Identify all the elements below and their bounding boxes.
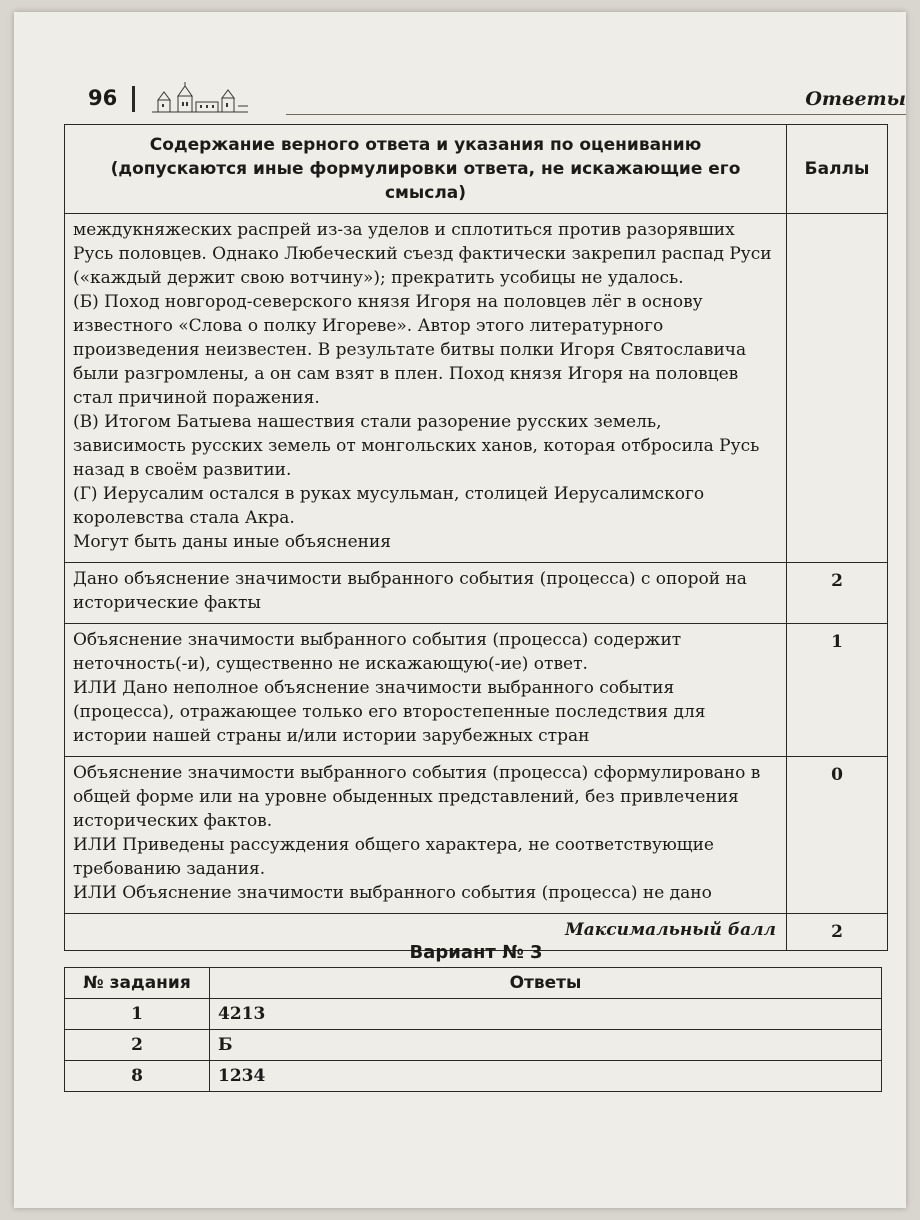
criteria-paragraph: Объяснение значимости выбранного события (процесса) сформулировано в общей форме или на уровне обыденных представлений, без привлечения исторических фактов. bbox=[73, 763, 761, 831]
variant-title: Вариант № 3 bbox=[409, 942, 543, 963]
criteria-score: 2 bbox=[787, 563, 888, 624]
answer-paragraph: междукняжеских распрей из-за уделов и сплотиться против разорявших Русь половцев. Однако Любеческий съезд фактически закрепил распад Руси («каждый держит свою вотчину»); прекратить усобицы не удалось. bbox=[73, 220, 772, 288]
page bbox=[14, 12, 906, 1208]
task-answer: 1234 bbox=[210, 1061, 882, 1092]
answers-header: Ответы bbox=[210, 968, 882, 999]
criteria-score: 0 bbox=[787, 757, 888, 914]
criteria-paragraph: Объяснение значимости выбранного события (процесса) содержит неточность(-и), существенно не искажающую(-ие) ответ. bbox=[73, 630, 682, 674]
task-number: 8 bbox=[65, 1061, 210, 1092]
criteria-paragraph: ИЛИ Приведены рассуждения общего характера, не соответствующие требованию задания. bbox=[73, 835, 714, 879]
criteria-row bbox=[65, 563, 888, 624]
table-row bbox=[65, 999, 882, 1030]
answer-paragraph: (Г) Иерусалим остался в руках мусульман, столицей Иерусалимского королевства стала Акра. bbox=[73, 484, 705, 528]
max-score-label: Максимальный балл bbox=[65, 914, 787, 951]
answer-content-cell bbox=[65, 214, 787, 563]
content-column-header bbox=[65, 125, 787, 214]
answers-header-row bbox=[65, 968, 882, 999]
task-number: 1 bbox=[65, 999, 210, 1030]
criteria-paragraph: ИЛИ Дано неполное объяснение значимости выбранного события (процесса), отражающее только его второстепенные последствия для истории нашей страны и/или истории зарубежных стран bbox=[73, 678, 706, 746]
criteria-header-row bbox=[65, 125, 888, 214]
header-rule bbox=[286, 114, 906, 115]
criteria-paragraph: Дано объяснение значимости выбранного события (процесса) с опорой на исторические факты bbox=[73, 569, 747, 613]
table-row bbox=[65, 1061, 882, 1092]
criteria-table bbox=[64, 124, 888, 951]
empty-score-cell bbox=[787, 214, 888, 563]
page-number: 96 bbox=[88, 86, 118, 110]
answer-paragraph: Могут быть даны иные объяснения bbox=[73, 532, 392, 552]
table-row bbox=[65, 1030, 882, 1061]
task-number-header: № задания bbox=[65, 968, 210, 999]
criteria-score: 1 bbox=[787, 624, 888, 757]
score-column-header: Баллы bbox=[787, 125, 888, 214]
criteria-paragraph: ИЛИ Объяснение значимости выбранного события (процесса) не дано bbox=[73, 883, 712, 903]
task-answer: 4213 bbox=[210, 999, 882, 1030]
content-header-line2: (допускаются иные формулировки ответа, не искажающие его смысла) bbox=[110, 159, 741, 203]
answers-table bbox=[64, 967, 882, 1092]
criteria-text-cell bbox=[65, 563, 787, 624]
criteria-text-cell bbox=[65, 757, 787, 914]
criteria-row bbox=[65, 624, 888, 757]
content-header-line1: Содержание верного ответа и указания по оцениванию bbox=[149, 135, 702, 155]
task-number: 2 bbox=[65, 1030, 210, 1061]
max-score-value: 2 bbox=[787, 914, 888, 951]
criteria-row bbox=[65, 757, 888, 914]
criteria-text-cell bbox=[65, 624, 787, 757]
kremlin-logo-icon bbox=[152, 82, 248, 114]
section-title: Ответы bbox=[805, 88, 906, 110]
answer-paragraph: (Б) Поход новгород-северского князя Игоря на половцев лёг в основу известного «Слова о полку Игореве». Автор этого литературного произведения неизвестен. В результате битвы полки Игоря Святославича были разгромлены, а он сам взят в плен. Поход князя Игоря на половцев стал причиной поражения. bbox=[73, 292, 747, 408]
task-answer: Б bbox=[210, 1030, 882, 1061]
header-divider bbox=[132, 86, 135, 112]
answer-content-row bbox=[65, 214, 888, 563]
answer-paragraph: (В) Итогом Батыева нашествия стали разорение русских земель, зависимость русских земель от монгольских ханов, которая отбросила Русь назад в своём развитии. bbox=[73, 412, 760, 480]
page-header bbox=[86, 78, 906, 122]
